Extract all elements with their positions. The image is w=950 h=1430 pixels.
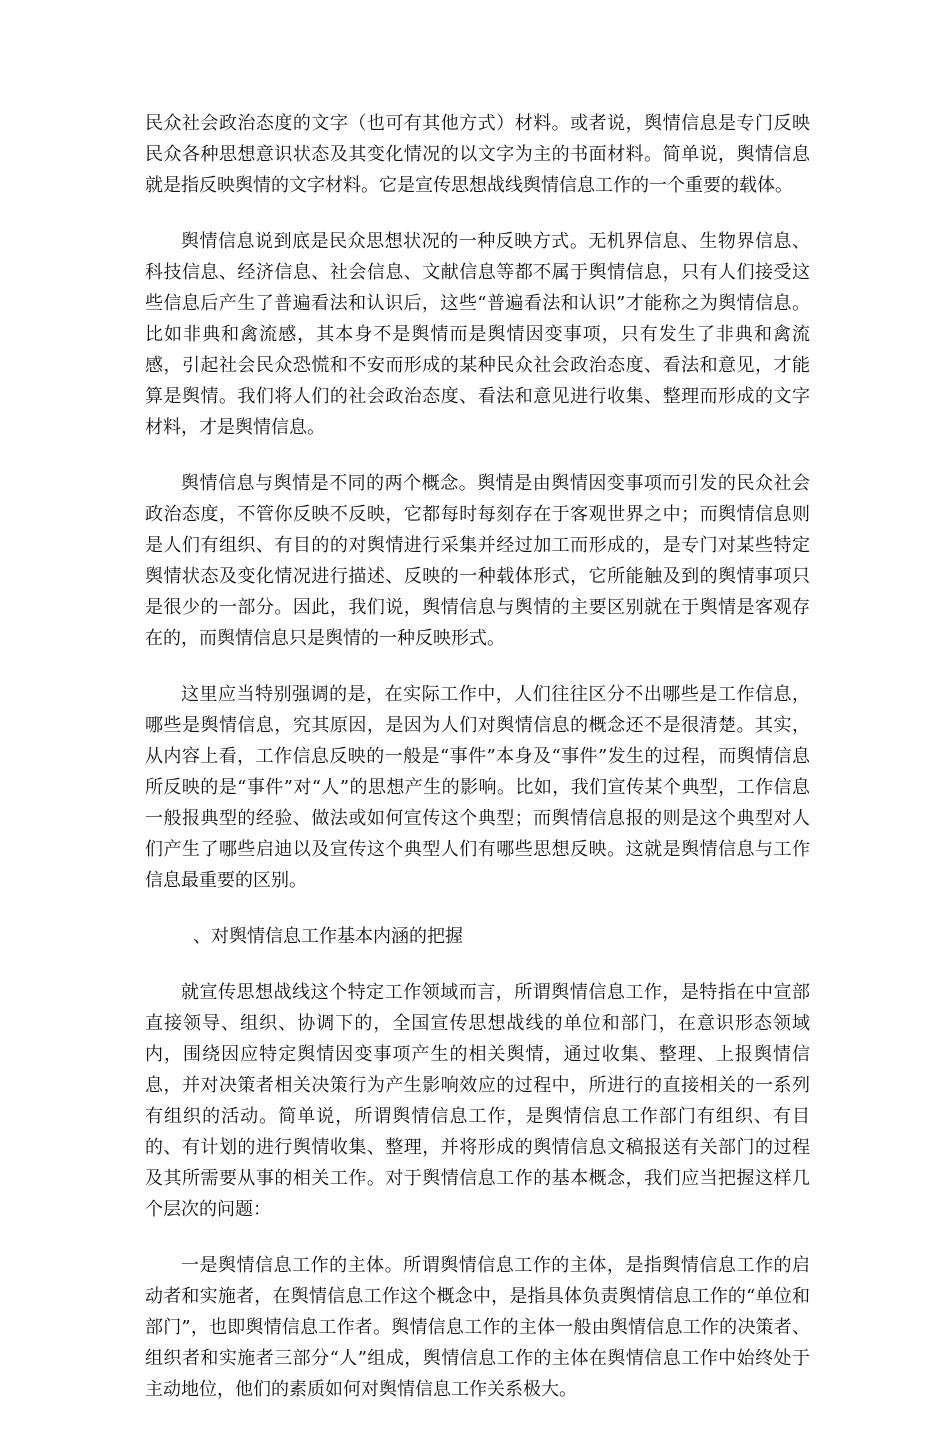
- paragraph-3: 舆情信息与舆情是不同的两个概念。舆情是由舆情因变事项而引发的民众社会政治态度，不管你反映不反映，它都每时每刻存在于客观世界之中；而舆情信息则是人们有组织、有目的的对舆情进行采集并经过加工而形成的，是专门对某些特定舆情状态及变化情况进行描述、反映的一种载体形式，它所能触及到的舆情事项只是很少的一部分。因此，我们说，舆情信息与舆情的主要区别就在于舆情是客观存在的，而舆情信息只是舆情的一种反映形式。: [145, 473, 810, 649]
- paragraph-6: 一是舆情信息工作的主体。所谓舆情信息工作的主体，是指舆情信息工作的启动者和实施者，在舆情信息工作这个概念中，是指具体负责舆情信息工作的“单位和部门”，也即舆情信息工作者。舆情信息工作的主体一般由舆情信息工作的决策者、组织者和实施者三部分“人”组成，舆情信息工作的主体在舆情信息工作中始终处于主动地位，他们的素质如何对舆情信息工作关系极大。: [145, 1255, 810, 1400]
- paragraph-4: 这里应当特别强调的是，在实际工作中，人们往往区分不出哪些是工作信息，哪些是舆情信息，究其原因，是因为人们对舆情信息的概念还不是很清楚。其实，从内容上看，工作信息反映的一般是“事件”本身及“事件”发生的过程，而舆情信息所反映的是“事件”对“人”的思想产生的影响。比如，我们宣传某个典型，工作信息一般报典型的经验、做法或如何宣传这个典型；而舆情信息报的则是这个典型对人们产生了哪些启迪以及宣传这个典型人们有哪些思想反映。这就是舆情信息与工作信息最重要的区别。: [145, 684, 810, 891]
- paragraph-2: 舆情信息说到底是民众思想状况的一种反映方式。无机界信息、生物界信息、科技信息、经济信息、社会信息、文献信息等都不属于舆情信息，只有人们接受这些信息后产生了普遍看法和认识后，这些“普遍看法和认识”才能称之为舆情信息。比如非典和禽流感，其本身不是舆情而是舆情因变事项，只有发生了非典和禽流感，引起社会民众恐慌和不安而形成的某种民众社会政治态度、看法和意见，才能算是舆情。我们将人们的社会政治态度、看法和意见进行收集、整理而形成的文字材料，才是舆情信息。: [145, 231, 810, 438]
- section-heading: 、对舆情信息工作基本内涵的把握: [193, 926, 463, 947]
- paragraph-5: 就宣传思想战线这个特定工作领域而言，所谓舆情信息工作，是特指在中宣部直接领导、组织、协调下的，全国宣传思想战线的单位和部门，在意识形态领域内，围绕因应特定舆情因变事项产生的相关舆情，通过收集、整理、上报舆情信息，并对决策者相关决策行为产生影响效应的过程中，所进行的直接相关的一系列有组织的活动。简单说，所谓舆情信息工作，是舆情信息工作部门有组织、有目的、有计划的进行舆情收集、整理，并将形成的舆情信息文稿报送有关部门的过程及其所需要从事的相关工作。对于舆情信息工作的基本概念，我们应当把握这样几个层次的问题：: [145, 982, 810, 1220]
- document-page: [145, 108, 810, 1430]
- paragraph-1: 民众社会政治态度的文字（也可有其他方式）材料。或者说，舆情信息是专门反映民众各种思想意识状态及其变化情况的以文字为主的书面材料。简单说，舆情信息就是指反映舆情的文字材料。它是宣传思想战线舆情信息工作的一个重要的载体。: [145, 113, 810, 196]
